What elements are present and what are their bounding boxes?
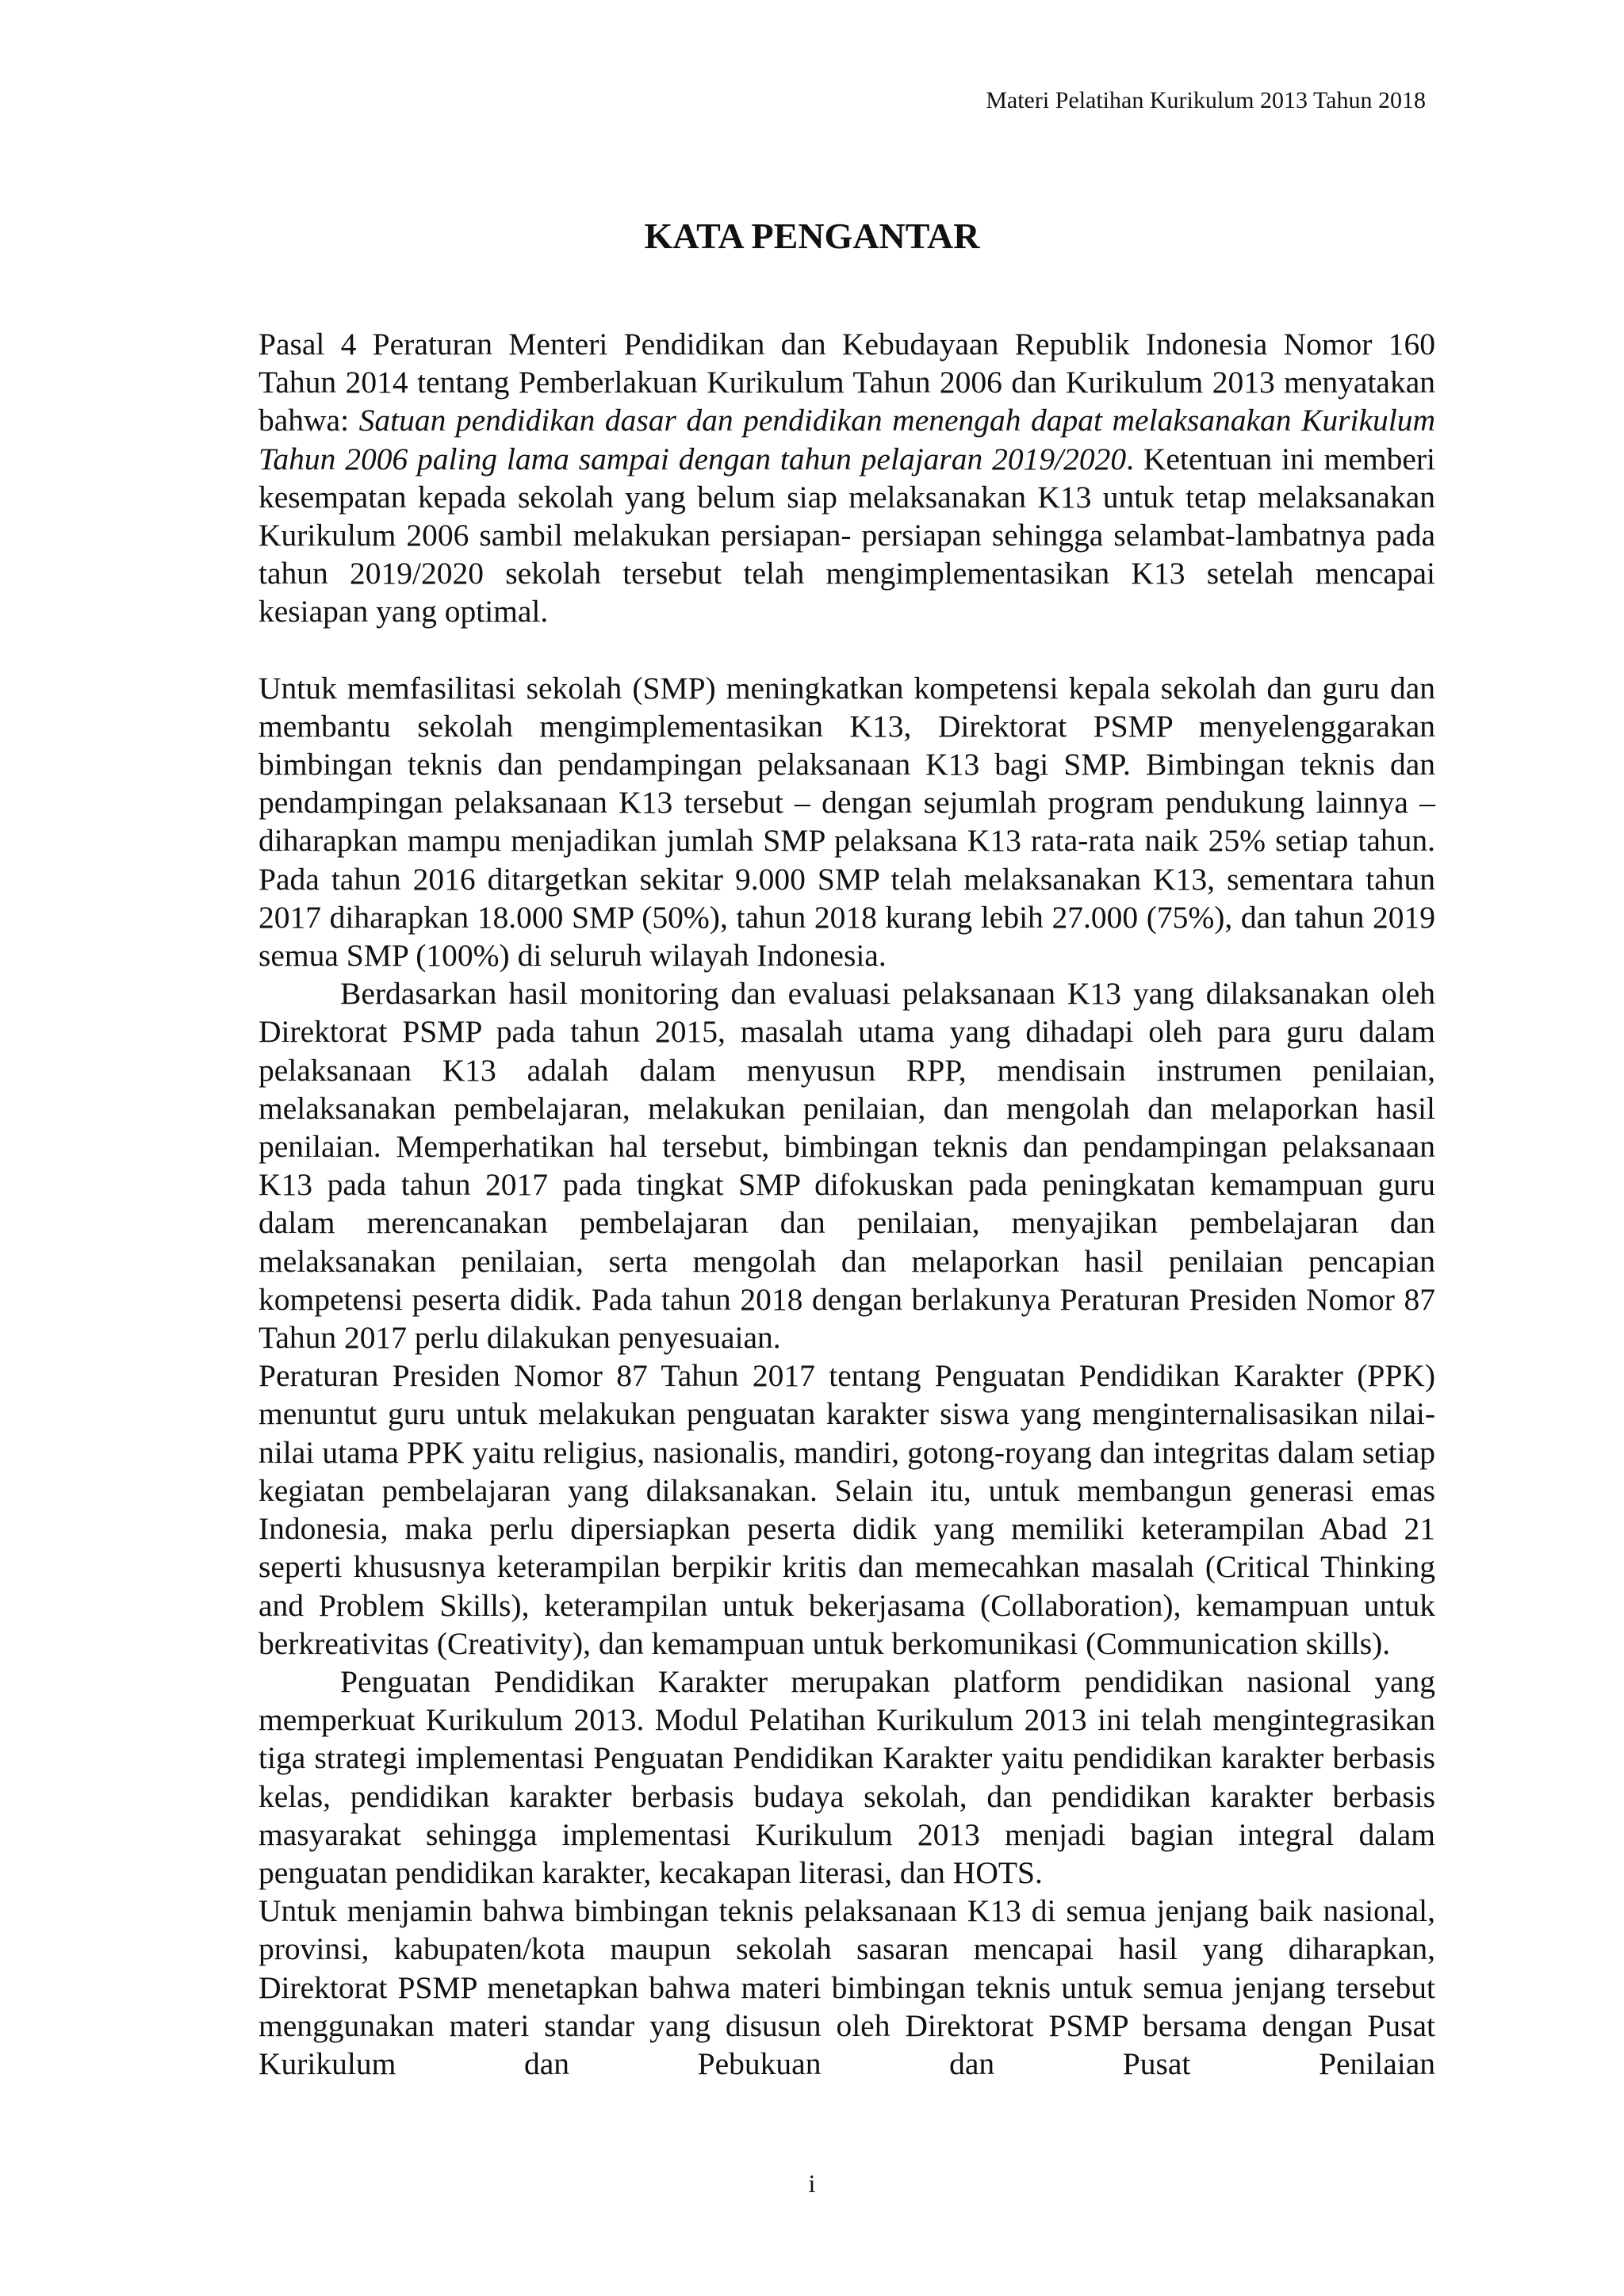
running-header: Materi Pelatihan Kurikulum 2013 Tahun 2018 bbox=[986, 87, 1426, 113]
paragraph-1-rest: . Ketentuan ini memberi kesempatan kepada sekolah yang belum siap melaksanakan K13 untuk tetap melaksanakan Kurikulum 2006 sambil melakukan persiapan- persiapan sehingga selambat-lambatnya pada tahun 2019/2020 sekolah tersebut telah mengimplementasikan K13 setelah mencapai kesiapan yang optimal. bbox=[259, 441, 1435, 629]
page-title: KATA PENGANTAR bbox=[644, 216, 980, 256]
paragraph-4: Peraturan Presiden Nomor 87 Tahun 2017 tentang Penguatan Pendidikan Karakter (PPK) menuntut guru untuk melakukan penguatan karakter siswa yang menginternalisasikan nilai-nilai utama PPK yaitu religius, nasionalis, mandiri, gotong-royang dan integritas dalam setiap kegiatan pembelajaran yang dilaksanakan. Selain itu, untuk membangun generasi emas Indonesia, maka perlu dipersiapkan peserta didik yang memiliki keterampilan Abad 21 seperti khususnya keterampilan berpikir kritis dan memecahkan masalah (Critical Thinking and Problem Skills), keterampilan untuk bekerjasama (Collaboration), kemampuan untuk berkreativitas (Creativity), dan kemampuan untuk berkomunikasi (Communication skills). bbox=[259, 1358, 1435, 1661]
paragraph-3: Berdasarkan hasil monitoring dan evaluasi pelaksanaan K13 yang dilaksanakan oleh Direktorat PSMP pada tahun 2015, masalah utama yang dihadapi oleh para guru dalam pelaksanaan K13 adalah dalam menyusun RPP, mendisain instrumen penilaian, melaksanakan pembelajaran, melakukan penilaian, dan mengolah dan melaporkan hasil penilaian. Memperhatikan hal tersebut, bimbingan teknis dan pendampingan pelaksanaan K13 pada tahun 2017 pada tingkat SMP difokuskan pada peningkatan kemampuan guru dalam merencanakan pembelajaran dan penilaian, menyajikan pembelajaran dan melaksanakan penilaian, serta mengolah dan melaporkan hasil penilaian pencapian kompetensi peserta didik. Pada tahun 2018 dengan berlakunya Peraturan Presiden Nomor 87 Tahun 2017 perlu dilakukan penyesuaian. bbox=[259, 976, 1435, 1356]
paragraph-1 bbox=[259, 325, 1435, 631]
paragraph-1-lead: Pasal 4 Peraturan Menteri Pendidikan dan Kebudayaan Republik Indonesia Nomor 160 Tahun 2014 tentang Pemberlakuan Kurikulum Tahun 2006 dan Kurikulum 2013 menyatakan bahwa: bbox=[259, 327, 1435, 438]
page-number: i bbox=[808, 2169, 816, 2198]
paragraph-1-italic-quote: Satuan pendidikan dasar dan pendidikan menengah dapat melaksanakan Kurikulum Tahun 2006 paling lama sampai dengan tahun pelajaran 2019/2020 bbox=[259, 403, 1435, 476]
paragraph-2: Untuk memfasilitasi sekolah (SMP) meningkatkan kompetensi kepala sekolah dan guru dan membantu sekolah mengimplementasikan K13, Direktorat PSMP menyelenggarakan bimbingan teknis dan pendampingan pelaksanaan K13 bagi SMP. Bimbingan teknis dan pendampingan pelaksanaan K13 tersebut – dengan sejumlah program pendukung lainnya – diharapkan mampu menjadikan jumlah SMP pelaksana K13 rata-rata naik 25% setiap tahun. Pada tahun 2016 ditargetkan sekitar 9.000 SMP telah melaksanakan K13, sementara tahun 2017 diharapkan 18.000 SMP (50%), tahun 2018 kurang lebih 27.000 (75%), dan tahun 2019 semua SMP (100%) di seluruh wilayah Indonesia. bbox=[259, 670, 1435, 974]
paragraph-6: Untuk menjamin bahwa bimbingan teknis pelaksanaan K13 di semua jenjang baik nasional, provinsi, kabupaten/kota maupun sekolah sasaran mencapai hasil yang diharapkan, Direktorat PSMP menetapkan bahwa materi bimbingan teknis untuk semua jenjang tersebut menggunakan materi standar yang disusun oleh Direktorat PSMP bersama dengan Pusat Kurikulum dan Pebukuan dan Pusat Penilaian bbox=[259, 1893, 1435, 2081]
document-body bbox=[259, 325, 1435, 2083]
paragraph-5: Penguatan Pendidikan Karakter merupakan platform pendidikan nasional yang memperkuat Kurikulum 2013. Modul Pelatihan Kurikulum 2013 ini telah mengintegrasikan tiga strategi implementasi Penguatan Pendidikan Karakter yaitu pendidikan karakter berbasis kelas, pendidikan karakter berbasis budaya sekolah, dan pendidikan karakter berbasis masyarakat sehingga implementasi Kurikulum 2013 menjadi bagian integral dalam penguatan pendidikan karakter, kecakapan literasi, dan HOTS. bbox=[259, 1663, 1435, 1890]
